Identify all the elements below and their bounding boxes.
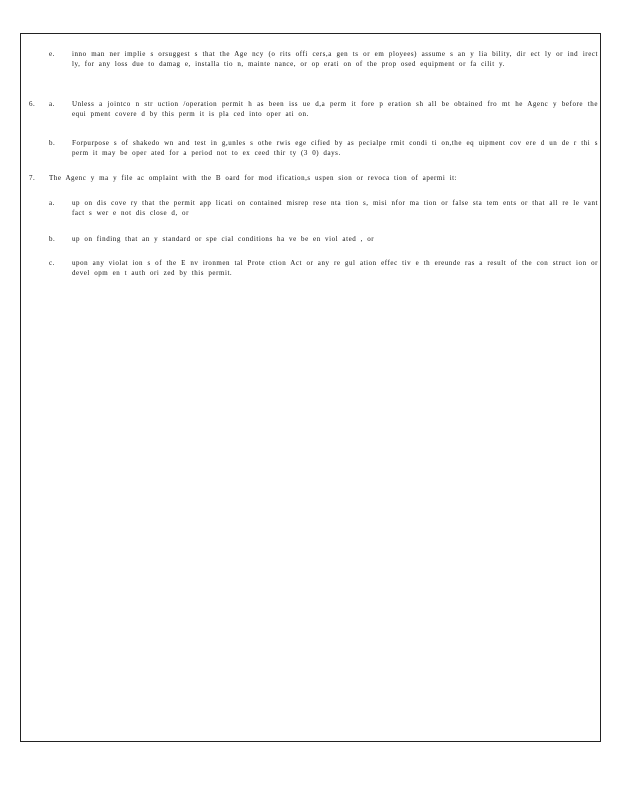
item-text: Forpurpose s of shakedo wn and test in g,unles s othe rwis ege cified by as pecialpe rmit condi ti on,the eq uipment cov ere d un de r thi s perm it may be oper ated for a period not to ex ceed thir ty (3 0) days. bbox=[72, 139, 598, 157]
item-text: upon any violat ion s of the E nv ironmen tal Prote ction Act or any re gul ation effec tiv e th ereunde ras a result of the con struct ion or devel opm en t auth ori zed by this permit. bbox=[72, 259, 598, 277]
item-letter: a. bbox=[49, 199, 55, 207]
item-letter: b. bbox=[49, 139, 56, 147]
item-letter: c. bbox=[49, 259, 55, 267]
section-number: 7. bbox=[29, 174, 36, 182]
item-text: Unless a jointco n str uction /operation permit h as been iss ue d,a perm it fore p eration sh all be obtained fro mt he Agenc y before the equi pment covere d by this perm it is pla ced into oper ati on. bbox=[72, 100, 598, 118]
item-letter: a. bbox=[49, 100, 55, 108]
item-text: up on finding that an y standard or spe cial conditions ha ve be en viol ated , or bbox=[72, 235, 375, 243]
item-letter: e. bbox=[49, 50, 55, 58]
item-letter: b. bbox=[49, 235, 56, 243]
item-text: inno man ner implie s orsuggest s that the Age ncy (o rits offi cers,a gen ts or em ployees) assume s an y lia bility, dir ect ly or ind irect ly, for any loss due to damag e, installa tio n, mainte nance, or op erati on of the prop osed equipment or fa cilit y. bbox=[72, 50, 598, 68]
section-text: The Agenc y ma y file ac omplaint with the B oard for mod ification,s uspen sion or revoca tion of apermi it: bbox=[49, 174, 458, 182]
section-number: 6. bbox=[29, 100, 36, 108]
item-text: up on dis cove ry that the permit app licati on contained misrep rese nta tion s, misi nfor ma tion or false sta tem ents or that all re le vant fact s wer e not dis close d, or bbox=[72, 199, 598, 217]
